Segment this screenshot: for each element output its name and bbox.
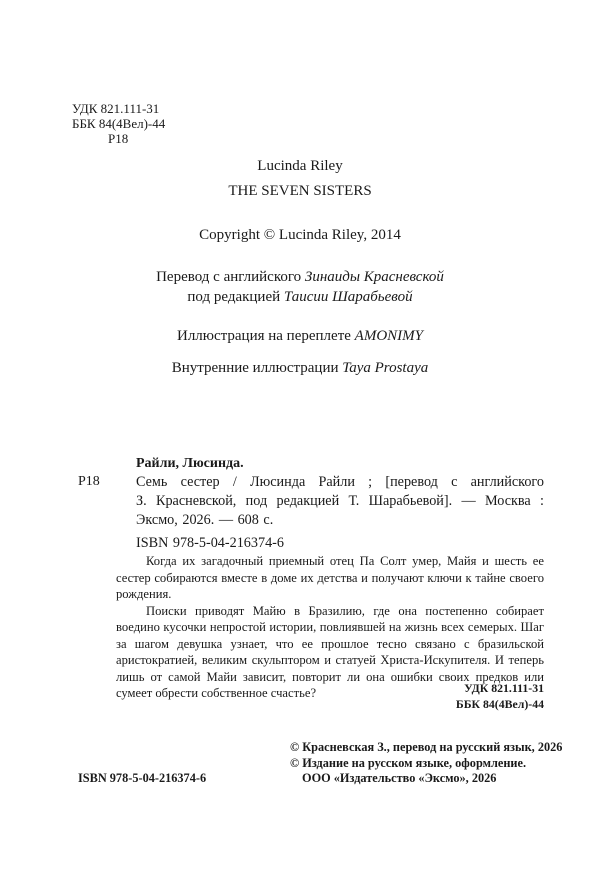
annotation [116,553,544,702]
annotation-paragraph-2: Поиски приводят Майю в Бразилию, где она постепенно собирает воедино кусочки непростой истории, повлиявшей на жизнь всех семерых. Шаг за шагом девушка узнает, что ее прошлое тесно связано с бразильской аристократией, великим скульптором и статуей Христа-Искупителя. И теперь лишь от самой Майи зависит, повторит ли она ошибки своих предков или сумеет обрести собственное счастье? [116,603,544,700]
cover-artist-name: AMONIMY [354,328,423,344]
catalog-description-line-2: З. Красневской, под редакцией Т. Шарабьевой]. — Москва : [136,493,544,509]
inner-illustration-credit: Внутренние иллюстрации Taya Prostaya [171,360,429,376]
original-title: THE SEVEN SISTERS [228,183,372,199]
catalog-sign: Р18 [78,474,100,489]
bbk-code: ББК 84(4Вел)-44 [72,116,166,131]
bottom-bbk-code: ББК 84(4Вел)-44 [455,697,544,711]
cover-illustration-credit: Иллюстрация на переплете AMONIMY [176,328,423,344]
rights-edition: © Издание на русском языке, оформление. [290,756,527,770]
editor-name: Таисии Шарабьевой [283,289,413,305]
annotation-paragraph-1: Когда их загадочный приемный отец Па Солт умер, Майя и шесть ее сестер собираются вместе в доме их детства и получают ключи к тайне своего рождения. [116,554,544,601]
editor-credit: под редакцией Таисии Шарабьевой [187,289,413,305]
author-sign: Р18 [108,131,129,146]
translation-credit: Перевод с английского Зинаиды Красневской [156,269,444,285]
bottom-udk-code: УДК 821.111-31 [464,681,544,695]
catalog-description-line-1: Семь сестер / Люсинда Райли ; [перевод с английского [136,474,544,490]
inner-artist-name: Taya Prostaya [342,360,429,376]
udk-code: УДК 821.111-31 [72,101,160,116]
footer-isbn: ISBN 978-5-04-216374-6 [78,771,207,785]
translator-name: Зинаиды Красневской [304,269,444,285]
rights-publisher: ООО «Издательство «Эксмо», 2026 [302,771,497,785]
rights-translation: © Красневская З., перевод на русский язык, 2026 [290,740,563,754]
catalog-description-line-3: Эксмо, 2026. — 608 с. [136,512,274,528]
copyright-line: Copyright © Lucinda Riley, 2014 [199,227,401,243]
catalog-isbn: ISBN 978-5-04-216374-6 [136,535,284,551]
original-author: Lucinda Riley [257,158,343,174]
catalog-heading: Райли, Люсинда. [136,456,244,471]
